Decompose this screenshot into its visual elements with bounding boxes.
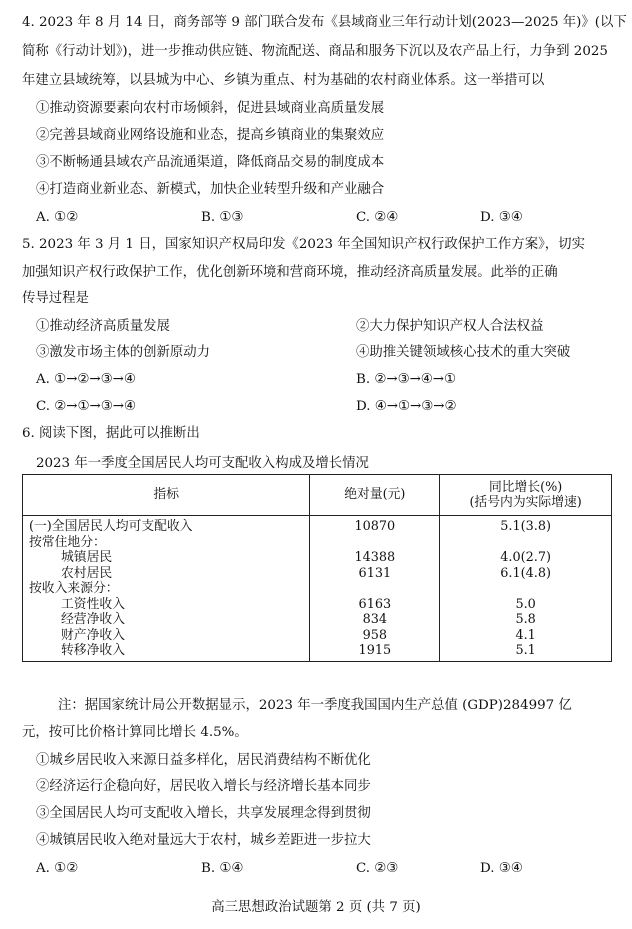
q6-item-1: ①城乡居民收入来源日益多样化，居民消费结构不断优化 [36, 753, 371, 768]
q5-item-4: ④助推关键领域核心技术的重大突破 [356, 345, 571, 360]
table-row [23, 550, 612, 566]
row-growth [440, 581, 612, 597]
row-label: 经营净收入 [23, 612, 310, 628]
row-growth: 4.0(2.7) [440, 550, 612, 566]
row-growth: 4.1 [440, 628, 612, 644]
table-row [23, 566, 612, 582]
q4-stem-line-3: 年建立县域统筹，以县城为中心、乡镇为重点、村为基础的农村商业体系。这一举措可以 [22, 73, 545, 88]
q6-item-2: ②经济运行企稳向好，居民收入增长与经济增长基本同步 [36, 779, 371, 794]
row-value: 6163 [310, 597, 440, 613]
q4-item-1: ①推动资源要素向农村市场倾斜，促进县域商业高质量发展 [36, 101, 385, 116]
q6-option-c[interactable]: C. ②③ [356, 861, 399, 876]
row-growth: 5.1 [440, 643, 612, 661]
q4-option-a[interactable]: A. ①② [36, 210, 79, 225]
row-label: 城镇居民 [23, 550, 310, 566]
q5-stem-line-2: 加强知识产权行政保护工作，优化创新环境和营商环境，推动经济高质量发展。此举的正确 [22, 265, 558, 280]
header-growth-line-2: (括号内为实际增速) [469, 495, 582, 510]
row-label: 按收入来源分： [23, 581, 310, 597]
header-absolute: 绝对量(元) [310, 475, 440, 516]
row-value: 10870 [310, 516, 440, 535]
q5-item-2: ②大力保护知识产权人合法权益 [356, 319, 544, 334]
q5-option-a[interactable]: A. ①→②→③→④ [36, 372, 136, 387]
row-value: 834 [310, 612, 440, 628]
row-label: 按常住地分： [23, 535, 310, 551]
row-growth: 5.8 [440, 612, 612, 628]
q4-option-d[interactable]: D. ③④ [480, 210, 523, 225]
row-value [310, 581, 440, 597]
header-indicator: 指标 [23, 475, 310, 516]
row-growth: 6.1(4.8) [440, 566, 612, 582]
row-growth: 5.0 [440, 597, 612, 613]
q6-stem: 6. 阅读下图，据此可以推断出 [22, 426, 200, 441]
q6-option-b[interactable]: B. ①④ [201, 861, 244, 876]
row-value: 958 [310, 628, 440, 644]
table-row [23, 628, 612, 644]
income-table [22, 474, 612, 662]
q4-item-4: ④打造商业新业态、新模式，加快企业转型升级和产业融合 [36, 182, 385, 197]
table-row [23, 597, 612, 613]
q6-item-3: ③全国居民人均可支配收入增长，共享发展理念得到贯彻 [36, 806, 371, 821]
note-line-1: 注：据国家统计局公开数据显示，2023 年一季度我国国内生产总值 (GDP)284997 亿 [58, 698, 572, 713]
table-title: 2023 年一季度全国居民人均可支配收入构成及增长情况 [36, 456, 369, 471]
row-label: 财产净收入 [23, 628, 310, 644]
q5-option-d[interactable]: D. ④→①→③→② [356, 399, 457, 414]
q4-stem-line-1: 4. 2023 年 8 月 14 日，商务部等 9 部门联合发布《县域商业三年行动计划(2023—2025 年)》(以下 [22, 15, 627, 30]
q5-item-1: ①推动经济高质量发展 [36, 319, 170, 334]
q6-option-a[interactable]: A. ①② [36, 861, 79, 876]
row-label: (一)全国居民人均可支配收入 [23, 516, 310, 535]
q5-option-c[interactable]: C. ②→①→③→④ [36, 399, 136, 414]
q4-item-3: ③不断畅通县域农产品流通渠道，降低商品交易的制度成本 [36, 155, 385, 170]
row-label: 工资性收入 [23, 597, 310, 613]
header-growth [440, 475, 612, 516]
q6-item-4: ④城镇居民收入绝对量远大于农村，城乡差距进一步拉大 [36, 833, 371, 848]
q4-option-b[interactable]: B. ①③ [201, 210, 244, 225]
row-label: 农村居民 [23, 566, 310, 582]
q4-option-c[interactable]: C. ②④ [356, 210, 399, 225]
row-growth [440, 535, 612, 551]
page-footer: 高三思想政治试题第 2 页 (共 7 页) [211, 900, 421, 915]
table-row [23, 516, 612, 535]
q5-stem-line-1: 5. 2023 年 3 月 1 日，国家知识产权局印发《2023 年全国知识产权行政保护工作方案》，切实 [22, 237, 585, 252]
row-value [310, 535, 440, 551]
q4-item-2: ②完善县域商业网络设施和业态，提高乡镇商业的集聚效应 [36, 128, 385, 143]
table-row [23, 643, 612, 661]
row-value: 6131 [310, 566, 440, 582]
table-header-row [23, 475, 612, 516]
q5-option-b[interactable]: B. ②→③→④→① [356, 372, 457, 387]
row-value: 14388 [310, 550, 440, 566]
row-label: 转移净收入 [23, 643, 310, 661]
table-row [23, 535, 612, 551]
note-line-2: 元，按可比价格计算同比增长 4.5%。 [22, 725, 248, 740]
q4-stem-line-2: 简称《行动计划》)，进一步推动供应链、物流配送、商品和服务下沉以及农产品上行，力争到 2025 [22, 44, 608, 59]
q5-stem-line-3: 传导过程是 [22, 291, 89, 306]
row-growth: 5.1(3.8) [440, 516, 612, 535]
table-row [23, 612, 612, 628]
q6-option-d[interactable]: D. ③④ [480, 861, 523, 876]
q5-item-3: ③激发市场主体的创新原动力 [36, 345, 211, 360]
row-value: 1915 [310, 643, 440, 661]
header-growth-line-1: 同比增长(%) [488, 479, 563, 495]
table-row [23, 581, 612, 597]
